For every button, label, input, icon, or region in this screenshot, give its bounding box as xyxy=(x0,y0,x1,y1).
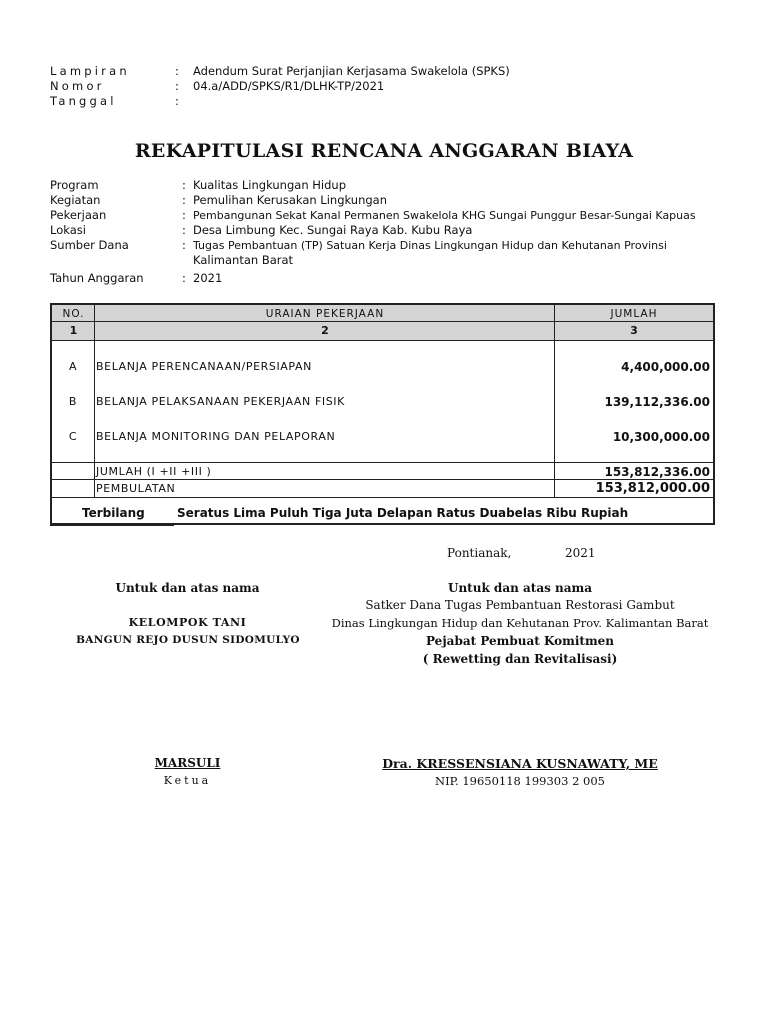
col-header-no: NO. xyxy=(62,308,85,320)
col-header-uraian: URAIAN PEKERJAAN xyxy=(265,308,385,320)
row-c-uraian: BELANJA MONITORING DAN PELAPORAN xyxy=(96,430,336,443)
lokasi-label: Lokasi xyxy=(50,223,86,237)
sumber-dana-label: Sumber Dana xyxy=(50,238,129,252)
left-signer-role: Ketua xyxy=(163,774,212,787)
sumber-dana-value-line1: Tugas Pembantuan (TP) Satuan Kerja Dinas Lingkungan Hidup dan Kehutanan Provinsi xyxy=(193,239,667,252)
right-signer-nip: NIP. 19650118 199303 2 005 xyxy=(435,774,605,788)
right-role-line2: ( Rewetting dan Revitalisasi) xyxy=(422,652,618,666)
right-caption: Untuk dan atas nama xyxy=(447,581,593,595)
program-colon: : xyxy=(182,178,186,192)
terbilang-value: Seratus Lima Puluh Tiga Juta Delapan Ratus Duabelas Ribu Rupiah xyxy=(177,506,629,520)
tahun-anggaran-label: Tahun Anggaran xyxy=(50,271,144,285)
header-divider xyxy=(52,321,713,322)
sumber-dana-value-line2: Kalimantan Barat xyxy=(193,253,294,267)
rounding-value: 153,812,000.00 xyxy=(595,481,710,496)
right-signer-name: Dra. KRESSENSIANA KUSNAWATY, ME xyxy=(382,756,658,771)
date-year: 2021 xyxy=(565,546,596,560)
pekerjaan-colon: : xyxy=(182,208,186,222)
lampiran-label: Lampiran xyxy=(50,64,130,78)
row-a-uraian: BELANJA PERENCANAAN/PERSIAPAN xyxy=(96,360,312,373)
rounding-bottom-line xyxy=(52,497,713,498)
rounding-label: PEMBULATAN xyxy=(96,482,176,495)
header-bottom-line xyxy=(52,340,713,341)
row-c-jumlah: 10,300,000.00 xyxy=(612,430,710,444)
col-number-1: 1 xyxy=(69,324,78,337)
program-value: Kualitas Lingkungan Hidup xyxy=(193,178,346,192)
tanggal-colon: : xyxy=(175,94,179,108)
col-number-2: 2 xyxy=(321,324,329,337)
lampiran-colon: : xyxy=(175,64,179,78)
lokasi-value: Desa Limbung Kec. Sungai Raya Kab. Kubu Raya xyxy=(193,223,473,237)
kegiatan-value: Pemulihan Kerusakan Lingkungan xyxy=(193,193,388,207)
lampiran-value: Adendum Surat Perjanjian Kerjasama Swakelola (SPKS) xyxy=(193,64,510,78)
left-org-line1: KELOMPOK TANI xyxy=(128,616,247,629)
col-number-3: 3 xyxy=(630,324,638,337)
left-signer-name: MARSULI xyxy=(154,756,221,770)
row-a-jumlah: 4,400,000.00 xyxy=(621,360,710,374)
total-bottom-line xyxy=(52,479,713,480)
total-value: 153,812,336.00 xyxy=(604,465,710,479)
row-b-jumlah: 139,112,336.00 xyxy=(604,395,710,409)
place-label: Pontianak, xyxy=(447,546,512,560)
row-b-uraian: BELANJA PELAKSANAAN PEKERJAAN FISIK xyxy=(96,395,345,408)
row-c-no: C xyxy=(68,430,78,443)
program-label: Program xyxy=(50,178,99,192)
tahun-anggaran-colon: : xyxy=(182,271,186,285)
document-title: REKAPITULASI RENCANA ANGGARAN BIAYA xyxy=(134,140,634,162)
lokasi-colon: : xyxy=(182,223,186,237)
right-org-line2: Dinas Lingkungan Hidup dan Kehutanan Prov. Kalimantan Barat xyxy=(331,616,709,630)
tanggal-label: Tanggal xyxy=(50,94,117,108)
total-label: JUMLAH (I +II +III ) xyxy=(96,465,212,478)
terbilang-label: Terbilang xyxy=(82,506,145,520)
tahun-anggaran-value: 2021 xyxy=(193,271,223,285)
nomor-label: Nomor xyxy=(50,79,105,93)
col-header-jumlah: JUMLAH xyxy=(610,308,658,320)
budget-table xyxy=(50,303,715,525)
nomor-value: 04.a/ADD/SPKS/R1/DLHK-TP/2021 xyxy=(193,79,385,93)
kegiatan-colon: : xyxy=(182,193,186,207)
sumber-dana-colon: : xyxy=(182,238,186,252)
terbilang-underline xyxy=(50,524,174,526)
pekerjaan-value: Pembangunan Sekat Kanal Permanen Swakelola KHG Sungai Punggur Besar-Sungai Kapuas xyxy=(193,209,696,222)
nomor-colon: : xyxy=(175,79,179,93)
left-caption: Untuk dan atas nama xyxy=(115,581,260,595)
row-b-no: B xyxy=(68,395,78,408)
kegiatan-label: Kegiatan xyxy=(50,193,101,207)
body-bottom-line xyxy=(52,462,713,463)
right-role-line1: Pejabat Pembuat Komitmen xyxy=(425,634,614,648)
right-org-line1: Satker Dana Tugas Pembantuan Restorasi Gambut xyxy=(365,598,675,612)
pekerjaan-label: Pekerjaan xyxy=(50,208,107,222)
left-org-line2: BANGUN REJO DUSUN SIDOMULYO xyxy=(76,634,300,646)
row-a-no: A xyxy=(68,360,78,373)
col-divider-1 xyxy=(94,305,95,497)
